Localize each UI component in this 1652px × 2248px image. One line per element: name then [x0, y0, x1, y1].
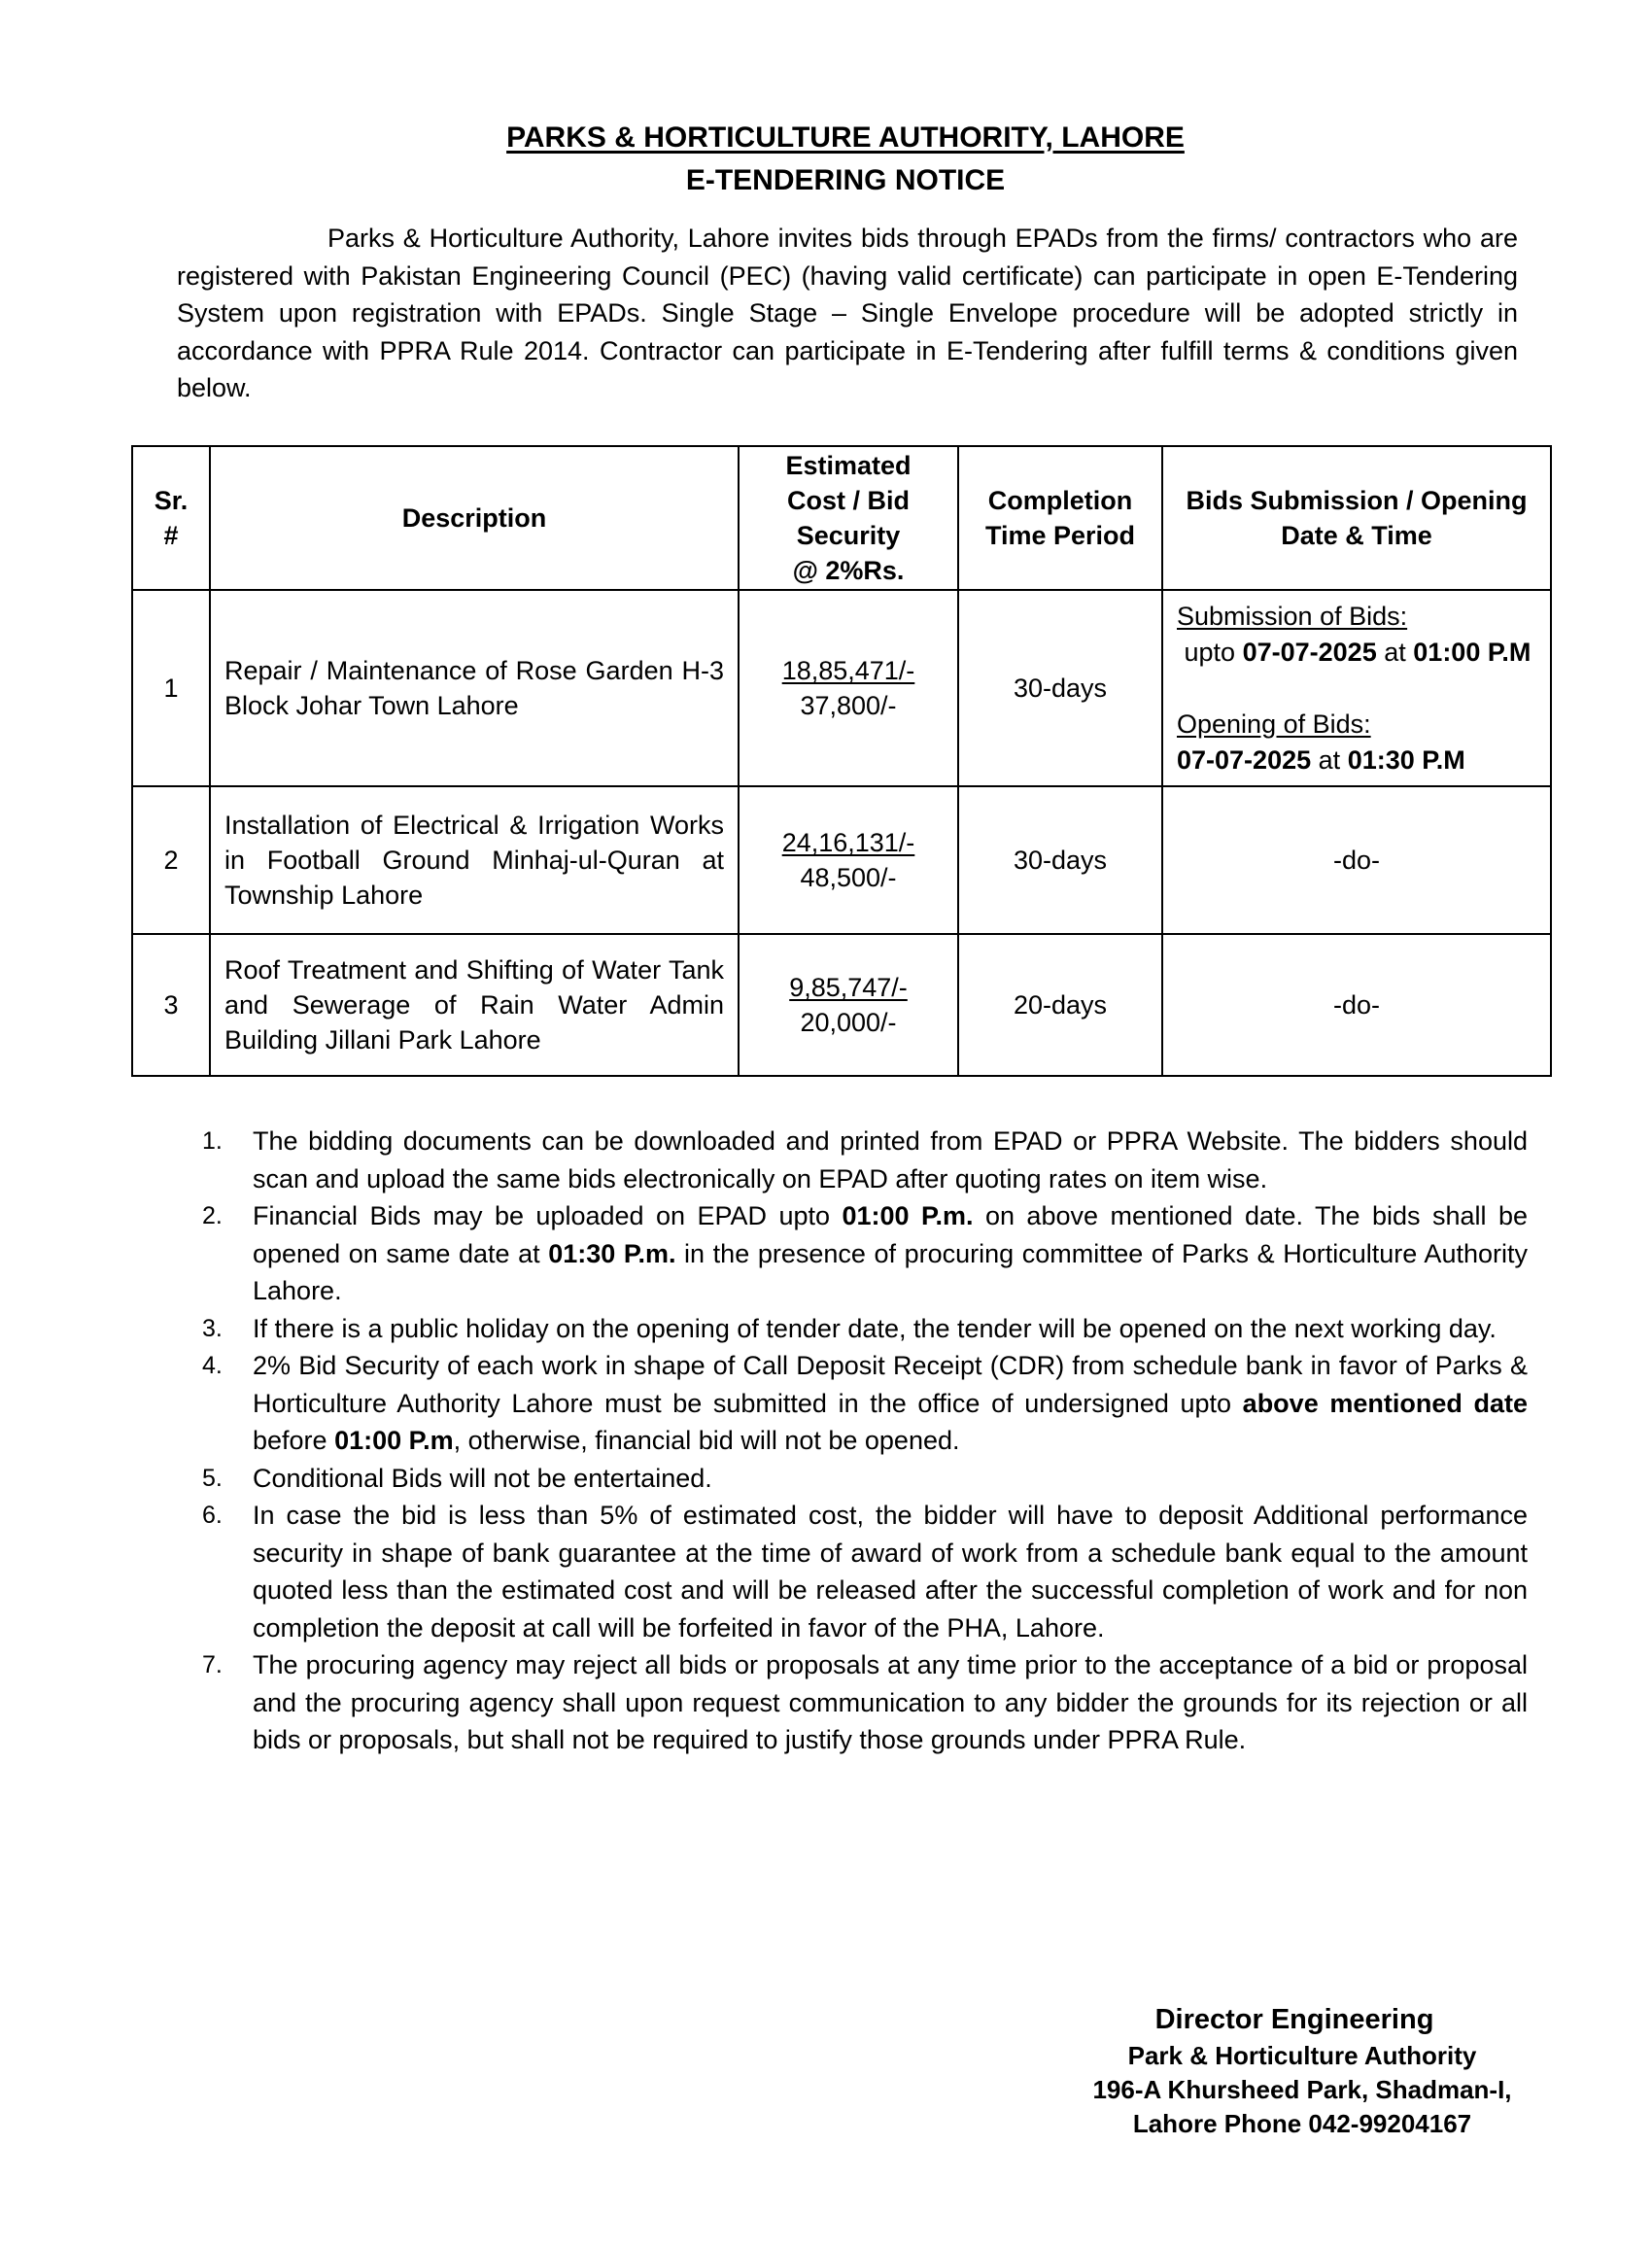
term-number: 1.: [202, 1127, 223, 1155]
header-completion: [958, 446, 1162, 590]
row-completion: 30-days: [958, 786, 1162, 934]
term-item: [194, 1460, 1528, 1498]
header-description: Description: [210, 446, 739, 590]
term-text: The bidding documents can be downloaded and printed from EPAD or PPRA Website. The bidders should scan and upload the same bids electronically on EPAD after quoting rates on item wise.: [253, 1126, 1528, 1193]
term-item: [194, 1347, 1528, 1460]
tender-table: [131, 445, 1552, 1077]
table-row: [132, 590, 1551, 786]
header-cost-line1: Estimated: [785, 451, 912, 480]
header-cost-line2: Cost / Bid: [787, 486, 910, 515]
header-sr-line1: Sr.: [154, 486, 189, 515]
header-cost: [739, 446, 958, 590]
term-number: 6.: [202, 1502, 223, 1529]
header-bids: [1162, 446, 1551, 590]
term-item: [194, 1646, 1528, 1759]
row-cost: [739, 786, 958, 934]
header-bids-line1: Bids Submission / Opening: [1186, 486, 1528, 515]
submission-prefix: upto: [1184, 637, 1236, 667]
row-bids: -do-: [1162, 934, 1551, 1076]
table-row: [132, 934, 1551, 1076]
opening-date: 07-07-2025: [1177, 744, 1312, 775]
bid-security: 37,800/-: [800, 691, 897, 720]
row-completion: 20-days: [958, 934, 1162, 1076]
table-row: [132, 786, 1551, 934]
signature-address: 196-A Khursheed Park, Shadman-I,: [1092, 2075, 1512, 2104]
opening-time: 01:30 P.M: [1347, 744, 1465, 775]
signature-org: Park & Horticulture Authority: [1127, 2041, 1477, 2070]
term-item: [194, 1497, 1528, 1646]
header-sr: [132, 446, 210, 590]
row-description: Installation of Electrical & Irrigation Works in Football Ground Minhaj-ul-Quran at Township Lahore: [210, 786, 739, 934]
term-bold: 01:00 P.m: [334, 1426, 454, 1455]
term-text: Conditional Bids will not be entertained.: [253, 1463, 712, 1493]
row-cost: [739, 934, 958, 1076]
intro-text: Parks & Horticulture Authority, Lahore invites bids through EPADs from the firms/ contractors who are registered with Pakistan Engineering Council (PEC) (having valid certificate) can participate in open E-Tendering System upon registration with EPADs. Single Stage – Single Envelope procedure will be adopted strictly in accordance with PPRA Rule 2014. Contractor can participate in E-Tendering after fulfill terms & conditions given below.: [177, 224, 1518, 402]
term-text: before: [253, 1426, 335, 1455]
term-text: 2% Bid Security of each work in shape of Call Deposit Receipt (CDR) from schedule bank in favor of Parks & Horticulture Authority Lahore must be submitted in the office of undersigned upto: [253, 1351, 1528, 1418]
term-text: In case the bid is less than 5% of estimated cost, the bidder will have to deposit Additional performance security in shape of bank guarantee at the time of award of work from a schedule bank equal to the amount quoted less than the estimated cost and will be released after the successful completion of work and for non completion the deposit at call will be forfeited in favor of the PHA, Lahore.: [253, 1501, 1528, 1643]
row-sr: 1: [132, 590, 210, 786]
term-text: If there is a public holiday on the opening of tender date, the tender will be opened on the next working day.: [253, 1313, 1497, 1343]
estimated-cost: 24,16,131/-: [781, 828, 915, 857]
bid-security: 48,500/-: [800, 863, 897, 892]
estimated-cost: 18,85,471/-: [781, 656, 915, 685]
header-cost-line3: Security: [796, 521, 901, 550]
terms-list: [194, 1123, 1528, 1759]
term-bold: 01:00 P.m.: [842, 1201, 974, 1230]
term-number: 5.: [202, 1464, 223, 1492]
signature-phone: Lahore Phone 042-99204167: [1132, 2109, 1472, 2138]
submission-date: 07-07-2025: [1242, 637, 1377, 667]
opening-at: at: [1318, 744, 1341, 775]
row-cost: [739, 590, 958, 786]
opening-label: Opening of Bids:: [1177, 709, 1371, 739]
term-item: [194, 1310, 1528, 1348]
row-sr: 3: [132, 934, 210, 1076]
notice-heading: E-TENDERING NOTICE: [685, 164, 1006, 196]
row-description: Repair / Maintenance of Rose Garden H-3 Block Johar Town Lahore: [210, 590, 739, 786]
submission-time: 01:00 P.M: [1413, 637, 1532, 667]
term-item: [194, 1197, 1528, 1310]
term-number: 2.: [202, 1202, 223, 1229]
estimated-cost: 9,85,747/-: [789, 973, 908, 1002]
table-header-row: [132, 446, 1551, 590]
term-number: 7.: [202, 1651, 223, 1678]
term-number: 4.: [202, 1352, 223, 1379]
term-bold: 01:30 P.m.: [548, 1238, 676, 1268]
row-bids: [1162, 590, 1551, 786]
row-bids: -do-: [1162, 786, 1551, 934]
term-text: , otherwise, financial bid will not be opened.: [453, 1426, 960, 1455]
header-completion-line1: Completion: [987, 486, 1133, 515]
row-description: Roof Treatment and Shifting of Water Tank and Sewerage of Rain Water Admin Building Jillani Park Lahore: [210, 934, 739, 1076]
term-number: 3.: [202, 1314, 223, 1342]
submission-label: Submission of Bids:: [1177, 601, 1408, 631]
row-sr: 2: [132, 786, 210, 934]
intro-paragraph: [177, 220, 1518, 407]
submission-at: at: [1384, 637, 1406, 667]
row-completion: 30-days: [958, 590, 1162, 786]
bid-security: 20,000/-: [800, 1008, 897, 1037]
header-cost-line4: @ 2%Rs.: [792, 556, 905, 585]
term-text: Financial Bids may be uploaded on EPAD upto: [253, 1201, 843, 1230]
signature-title: Director Engineering: [1154, 2004, 1434, 2035]
header-bids-line2: Date & Time: [1281, 521, 1432, 550]
term-text: on above mentioned date. The bids shall be opened on same date at: [253, 1201, 1528, 1268]
term-item: [194, 1123, 1528, 1197]
term-bold: above mentioned date: [1242, 1388, 1528, 1418]
term-text: in the presence of procuring committee of Parks & Horticulture Authority Lahore.: [253, 1238, 1528, 1305]
term-text: The procuring agency may reject all bids or proposals at any time prior to the acceptance of a bid or proposal and the procuring agency shall upon request communication to any bidder the grounds for its rejection or all bids or proposals, but shall not be required to justify those grounds under PPRA Rule.: [253, 1650, 1528, 1754]
header-completion-line2: Time Period: [984, 521, 1136, 550]
authority-heading: PARKS & HORTICULTURE AUTHORITY, LAHORE: [506, 121, 1185, 154]
header-sr-line2: #: [163, 521, 179, 550]
